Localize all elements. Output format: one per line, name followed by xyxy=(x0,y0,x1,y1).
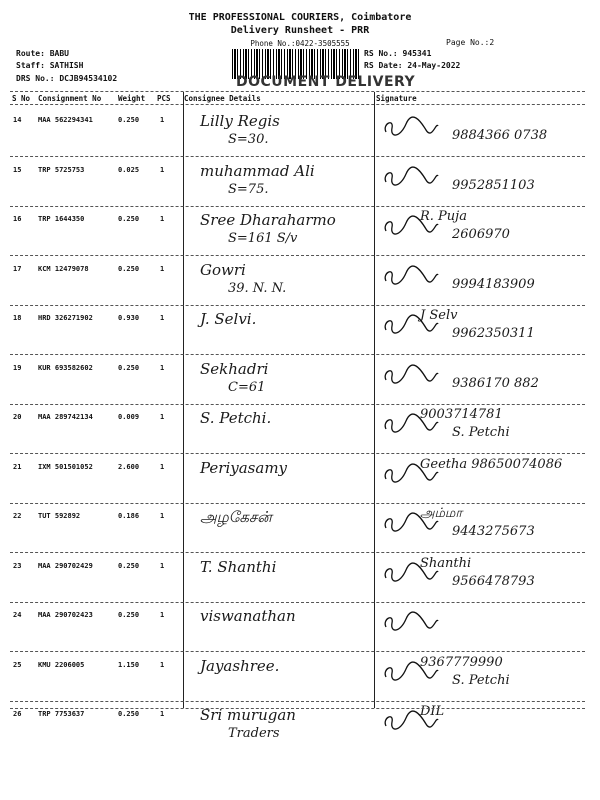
row-weight: 0.930 xyxy=(118,314,140,322)
row-sno: 24 xyxy=(13,611,22,619)
row-signature-text: Geetha 98650074086 xyxy=(420,457,563,472)
row-consignment: TRP 5725753 xyxy=(38,166,85,174)
row-consignee-name: அழகேசன் xyxy=(200,508,272,526)
row-consignment: KUR 693582602 xyxy=(38,364,93,372)
col-consignment: Consignment No xyxy=(38,94,102,103)
row-sno: 21 xyxy=(13,463,22,471)
row-divider xyxy=(10,404,585,405)
row-weight: 0.025 xyxy=(118,166,140,174)
row-consignee-detail: S=30. xyxy=(228,132,269,147)
signature-scribble xyxy=(380,112,440,142)
row-consignment: HRD 326271902 xyxy=(38,314,93,322)
signature-scribble xyxy=(380,162,440,192)
row-sno: 23 xyxy=(13,562,22,570)
consignee-column-line xyxy=(183,92,184,708)
row-consignee-name: Sree Dharaharmo xyxy=(200,211,336,229)
page-number: Page No.:2 xyxy=(446,38,495,47)
row-consignee-name: muhammad Ali xyxy=(200,162,315,180)
row-signature-phone: 9952851103 xyxy=(452,178,535,193)
row-consignment: TRP 1644350 xyxy=(38,215,85,223)
row-divider xyxy=(10,701,585,702)
row-consignment: TUT 592892 xyxy=(38,512,81,520)
col-pcs: PCS xyxy=(157,94,171,103)
rs-date: RS Date: 24-May-2022 xyxy=(364,61,461,70)
row-consignment: IXM 501501052 xyxy=(38,463,93,471)
row-weight: 1.150 xyxy=(118,661,140,669)
row-consignee-name: Sri murugan xyxy=(200,706,296,724)
row-weight: 2.600 xyxy=(118,463,140,471)
row-signature-text: Shanthi xyxy=(420,556,472,571)
row-sno: 15 xyxy=(13,166,22,174)
row-weight: 0.186 xyxy=(118,512,140,520)
row-consignee-detail: 39. N. N. xyxy=(228,281,287,296)
row-consignment: KMU 2206005 xyxy=(38,661,85,669)
row-consignee-name: S. Petchi. xyxy=(200,409,272,427)
row-consignee-detail: C=61 xyxy=(228,380,266,395)
row-pcs: 1 xyxy=(160,413,165,421)
row-divider xyxy=(10,602,585,603)
header-divider-top xyxy=(10,91,585,92)
row-signature-phone: 9884366 0738 xyxy=(452,128,548,143)
row-signature-phone: S. Petchi xyxy=(452,673,510,688)
row-pcs: 1 xyxy=(160,611,165,619)
row-signature-text: 9003714781 xyxy=(420,407,503,422)
table-bottom-line xyxy=(10,708,585,709)
row-consignee-detail: S=75. xyxy=(228,182,269,197)
row-divider xyxy=(10,305,585,306)
row-signature-phone: 9994183909 xyxy=(452,277,535,292)
row-divider xyxy=(10,206,585,207)
row-weight: 0.009 xyxy=(118,413,140,421)
row-consignment: TRP 7753637 xyxy=(38,710,85,718)
route-label: Route: BABU xyxy=(16,49,69,58)
row-signature-phone: 9962350311 xyxy=(452,326,535,341)
row-weight: 0.250 xyxy=(118,611,140,619)
row-consignee-name: Gowri xyxy=(200,261,246,279)
row-divider xyxy=(10,255,585,256)
row-divider xyxy=(10,503,585,504)
row-pcs: 1 xyxy=(160,661,165,669)
row-signature-text: R. Puja xyxy=(420,209,467,224)
row-sno: 16 xyxy=(13,215,22,223)
row-pcs: 1 xyxy=(160,265,165,273)
row-sno: 14 xyxy=(13,116,22,124)
row-divider xyxy=(10,354,585,355)
row-pcs: 1 xyxy=(160,314,165,322)
row-weight: 0.250 xyxy=(118,710,140,718)
row-pcs: 1 xyxy=(160,562,165,570)
phone-number: Phone No.:0422-3505555 xyxy=(250,39,350,48)
row-signature-text: 9367779990 xyxy=(420,655,503,670)
col-consignee: Consignee Details xyxy=(184,94,261,103)
row-pcs: 1 xyxy=(160,710,165,718)
row-weight: 0.250 xyxy=(118,562,140,570)
row-divider xyxy=(10,453,585,454)
row-consignment: MAA 290702423 xyxy=(38,611,93,619)
row-signature-phone: 9566478793 xyxy=(452,574,535,589)
row-consignment: MAA 290702429 xyxy=(38,562,93,570)
row-signature-phone: 2606970 xyxy=(452,227,510,242)
document-delivery-stamp: DOCUMENT DELIVERY xyxy=(236,74,416,90)
signature-column-line xyxy=(374,92,375,708)
row-weight: 0.250 xyxy=(118,364,140,372)
row-consignee-name: Jayashree. xyxy=(200,657,280,675)
row-signature-phone: 9386170 882 xyxy=(452,376,539,391)
signature-scribble xyxy=(380,360,440,390)
row-consignee-name: viswanathan xyxy=(200,607,296,625)
row-sno: 22 xyxy=(13,512,22,520)
row-sno: 18 xyxy=(13,314,22,322)
row-signature-text: அம்மா xyxy=(420,506,463,521)
staff-label: Staff: SATHISH xyxy=(16,61,84,70)
row-signature-phone: 9443275673 xyxy=(452,524,535,539)
row-pcs: 1 xyxy=(160,364,165,372)
row-pcs: 1 xyxy=(160,215,165,223)
drs-number: DRS No.: DCJB94534102 xyxy=(16,74,118,83)
col-signature: Signature xyxy=(376,94,417,103)
row-consignee-name: J. Selvi. xyxy=(200,310,257,328)
row-pcs: 1 xyxy=(160,463,165,471)
row-consignment: KCM 12479078 xyxy=(38,265,89,273)
row-consignee-name: T. Shanthi xyxy=(200,558,277,576)
signature-scribble xyxy=(380,261,440,291)
row-divider xyxy=(10,651,585,652)
row-divider xyxy=(10,156,585,157)
row-consignee-name: Sekhadri xyxy=(200,360,269,378)
row-sno: 20 xyxy=(13,413,22,421)
row-sno: 25 xyxy=(13,661,22,669)
col-sno: S No xyxy=(12,94,31,103)
row-pcs: 1 xyxy=(160,166,165,174)
col-weight: Weight xyxy=(118,94,146,103)
company-title: THE PROFESSIONAL COURIERS, Coimbatore xyxy=(188,12,412,23)
row-divider xyxy=(10,552,585,553)
row-signature-text: DIL xyxy=(420,704,445,719)
row-weight: 0.250 xyxy=(118,265,140,273)
row-weight: 0.250 xyxy=(118,116,140,124)
row-signature-phone: S. Petchi xyxy=(452,425,510,440)
row-consignee-name: Periyasamy xyxy=(200,459,288,477)
runsheet-title: Delivery Runsheet - PRR xyxy=(230,25,370,36)
row-pcs: 1 xyxy=(160,512,165,520)
row-consignment: MAA 562294341 xyxy=(38,116,93,124)
row-sno: 19 xyxy=(13,364,22,372)
row-consignee-name: Lilly Regis xyxy=(200,112,280,130)
row-consignee-detail: S=161 S/v xyxy=(228,231,298,246)
row-signature-text: J Selv xyxy=(420,308,458,323)
header-divider-bottom xyxy=(10,104,585,105)
row-weight: 0.250 xyxy=(118,215,140,223)
row-consignee-detail: Traders xyxy=(228,726,280,741)
row-pcs: 1 xyxy=(160,116,165,124)
rs-number: RS No.: 945341 xyxy=(364,49,432,58)
signature-scribble xyxy=(380,607,440,637)
row-sno: 26 xyxy=(13,710,22,718)
row-sno: 17 xyxy=(13,265,22,273)
row-consignment: MAA 289742134 xyxy=(38,413,93,421)
